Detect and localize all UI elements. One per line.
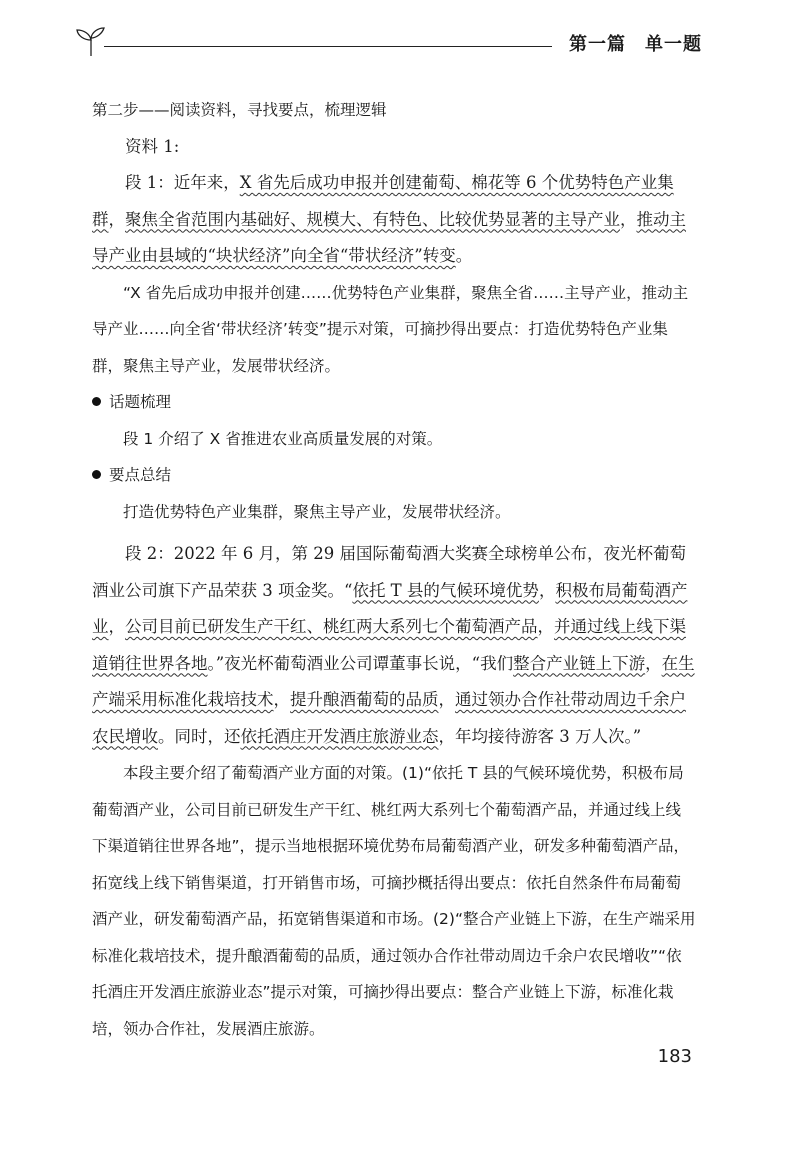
topic-text: 段 1 介绍了 X 省推进农业高质量发展的对策。 <box>123 429 443 448</box>
page-header <box>74 24 702 60</box>
para2-sep: ， <box>645 653 662 673</box>
summary-text: 打造优势特色产业集群，聚焦主导产业，发展带状经济。 <box>123 502 511 521</box>
para2-sep: 。”夜光杯葡萄酒业公司谭董事长说，“我们 <box>207 653 514 673</box>
paragraph-2-analysis: 本段主要介绍了葡萄酒产业方面的对策。(1)“依托 T 县的气候环境优势，积极布局葡萄酒产业，公司目前已研发生产干红、桃红两大系列七个葡萄酒产品，并通过线上线下渠道销往世界各地”，提示当地根据环境优势布局葡萄酒产业，研发多种葡萄酒产品，拓宽线上线下销售渠道，打开销售市场，可摘抄概括得出要点：依托自然条件布局葡萄酒产业，研发葡萄酒产品，拓宽销售渠道和市场。(2)“整合产业链上下游，在生产端采用标准化栽培技术，提升酿酒葡萄的品质，通过领办合作社带动周边千余户农民增收”“依托酒庄开发酒庄旅游业态”提示对策，可摘抄得出要点：整合产业链上下游，标准化栽培，领办合作社，发展酒庄旅游。 <box>92 764 696 1038</box>
paragraph-2 <box>92 536 696 755</box>
topic-title: 话题梳理 <box>109 393 172 411</box>
chapter-title: 第一篇 单一题 <box>569 34 702 55</box>
para2-underlined-2: 积极布局葡萄酒产业 <box>92 580 688 636</box>
material-label: 资料 1: <box>125 136 180 156</box>
leaf-sprout-icon <box>74 26 108 58</box>
topic-heading <box>92 384 696 421</box>
para2-underlined-3: 公司目前已研发生产干红、桃红两大系列七个葡萄酒产品 <box>125 617 538 636</box>
summary-heading <box>92 457 696 494</box>
para1-underlined-3: 推动主导产业由县域的“块状经济”向全省“带状经济”转变 <box>92 209 686 265</box>
bullet-icon <box>92 470 101 479</box>
para2-sep: ， <box>438 690 455 709</box>
para1-sep-2: ， <box>620 209 637 229</box>
para1-sep-1: ， <box>108 209 125 229</box>
para2-sep: ， <box>537 617 554 636</box>
summary-title: 要点总结 <box>109 466 172 484</box>
para2-sep: 。同时，还 <box>158 726 241 746</box>
para1-lead: 段 1：近年来， <box>125 173 240 192</box>
para2-sep: ， <box>273 690 290 709</box>
para2-end: ，年均接待游客 3 万人次。” <box>438 726 642 746</box>
para2-underlined-5: 整合产业链上下游 <box>513 653 646 673</box>
para2-underlined-4: 并通过线上线下渠道销往世界各地 <box>92 617 686 673</box>
para2-sep: ， <box>538 580 556 600</box>
para2-underlined-1: 依托 T 县的气候环境优势 <box>352 580 539 600</box>
paragraph-1-analysis: “X 省先后成功申报并创建……优势特色产业集群，聚焦全省……主导产业，推动主导产业……向全省‘带状经济’转变”提示对策，可摘抄得出要点：打造优势特色产业集群，聚焦主导产业，发展带状经济。 <box>92 283 689 375</box>
para2-sep: ， <box>108 617 125 636</box>
section-heading: 第二步——阅读资料，寻找要点，梳理逻辑 <box>92 101 387 119</box>
para1-underlined-1: X 省先后成功申报并创建葡萄、棉花等 6 个优势特色产业集群 <box>92 173 674 229</box>
header-rule <box>104 46 552 47</box>
paragraph-1 <box>92 165 696 275</box>
para2-lead: 段 2：2022 年 6 月，第 29 届国际葡萄酒大奖赛全球榜单公布，夜光杯葡萄酒业公司旗下产品荣获 3 项金奖。“ <box>92 544 686 600</box>
bullet-icon <box>92 397 101 406</box>
para2-underlined-6: 在生产端采用标准化栽培技术 <box>92 653 695 709</box>
para1-end: 。 <box>455 246 473 265</box>
para2-underlined-7: 提升酿酒葡萄的品质 <box>290 690 439 709</box>
para1-underlined-2: 聚焦全省范围内基础好、规模大、有特色、比较优势显著的主导产业 <box>125 209 620 229</box>
page-content <box>92 92 696 1047</box>
para2-underlined-9: 依托酒庄开发酒庄旅游业态 <box>240 726 439 746</box>
para2-underlined-8: 通过领办合作社带动周边千余户农民增收 <box>92 690 686 746</box>
page-number: 183 <box>657 1046 692 1067</box>
